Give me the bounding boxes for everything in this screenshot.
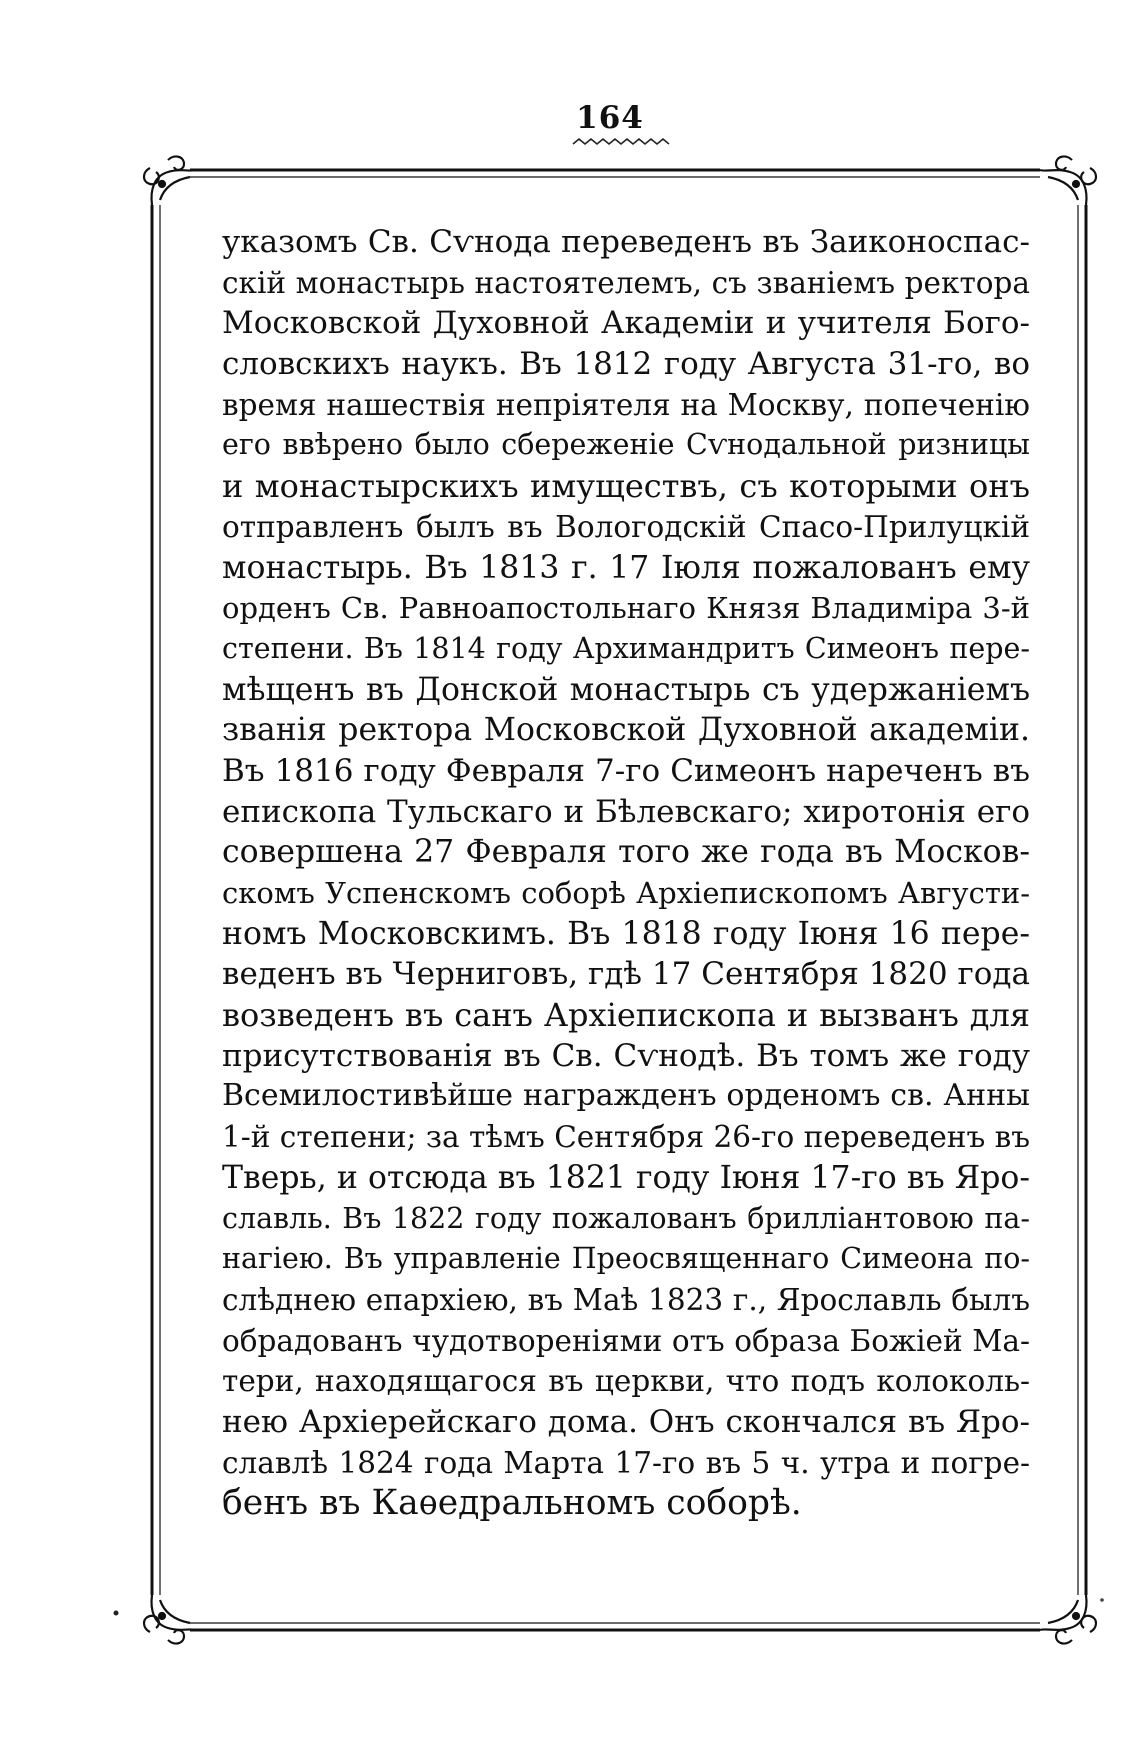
text-line: бенъ въ Каѳедральномъ соборѣ. <box>222 1483 802 1524</box>
text-line: словскихъ наукъ. Въ 1812 году Августа 31-го, во <box>222 346 1030 383</box>
text-line: скомъ Успенскомъ соборѣ Архіепископомъ Августи- <box>222 876 1030 910</box>
body-text <box>222 222 1030 1524</box>
corner-ornament-top-left <box>144 157 194 205</box>
text-line: Московской Духовной Академіи и учителя Бого- <box>222 305 1030 342</box>
corner-ornament-bottom-right <box>1040 1595 1096 1643</box>
text-line: тери, находящагося въ церкви, что подъ колоколь- <box>222 1364 1030 1399</box>
text-line: возведенъ въ санъ Архіепископа и вызванъ для <box>222 996 1030 1035</box>
corner-ornament-top-right <box>1040 157 1096 205</box>
text-line: нею Архіерейскаго дома. Онъ скончался въ Яро- <box>222 1403 1030 1440</box>
page-number: 164 <box>576 100 644 136</box>
text-line: Въ 1816 году Февраля 7-го Симеонъ нареченъ въ <box>222 752 1030 789</box>
text-line: званія ректора Московской Духовной академіи. <box>222 712 1030 749</box>
text-line: веденъ въ Черниговъ, гдѣ 17 Сентября 1820 года <box>222 956 1030 993</box>
text-line: присутствованія въ Св. Сѵнодѣ. Въ томъ же году <box>222 1037 1030 1074</box>
text-line: скій монастырь настоятелемъ, съ званіемъ ректора <box>222 265 1030 300</box>
text-line: степени. Въ 1814 году Архимандритъ Симеонъ пере- <box>222 631 1030 665</box>
text-line: славль. Въ 1822 году пожалованъ брилліантовою па- <box>222 1201 1030 1235</box>
text-line: номъ Московскимъ. Въ 1818 году Іюня 16 пере- <box>222 915 1030 952</box>
text-line: указомъ Св. Сѵнода переведенъ въ Заиконоспас- <box>222 224 1030 260</box>
text-line: слѣднею епархіею, въ Маѣ 1823 г., Ярославль былъ <box>222 1282 1030 1317</box>
text-line: орденъ Св. Равноапостольнаго Князя Владиміра 3-й <box>222 591 1030 626</box>
text-line: 1-й степени; за тѣмъ Сентября 26-го переведенъ въ <box>222 1120 1030 1155</box>
text-line: мѣщенъ въ Донской монастырь съ удержаніемъ <box>222 671 1030 708</box>
text-line: монастырь. Въ 1813 г. 17 Іюля пожалованъ ему <box>222 549 1030 586</box>
page-number-flourish <box>573 139 669 144</box>
text-line: Всемилостивѣйше награжденъ орденомъ св. Анны <box>222 1078 1030 1114</box>
text-line: обрадованъ чудотвореніями отъ образа Божіей Ма- <box>222 1323 1030 1358</box>
corner-ornament-bottom-left <box>144 1595 194 1643</box>
text-line: епископа Тульскаго и Бѣлевскаго; хиротонія его <box>222 793 1030 830</box>
text-line: время нашествія непріятеля на Москву, попеченію <box>222 387 1030 422</box>
text-line: славлѣ 1824 года Марта 17-го въ 5 ч. утра и погре- <box>222 1445 1030 1480</box>
text-line: Тверь, и отсюда въ 1821 году Іюня 17-го въ Яро- <box>222 1159 1030 1196</box>
text-line: совершена 27 Февраля того же года въ Москов- <box>222 834 1030 871</box>
text-line: и монастырскихъ имуществъ, съ которыми онъ <box>222 467 1030 506</box>
text-line: нагіею. Въ управленіе Преосвященнаго Симеона по- <box>222 1242 1030 1276</box>
scan-speck <box>114 1611 119 1616</box>
text-line: отправленъ былъ въ Вологодскій Спасо-Прилуцкій <box>222 509 1030 544</box>
text-line: его ввѣрено было сбереженіе Сѵнодальной ризницы <box>222 428 1030 462</box>
scan-speck <box>1100 1598 1104 1602</box>
